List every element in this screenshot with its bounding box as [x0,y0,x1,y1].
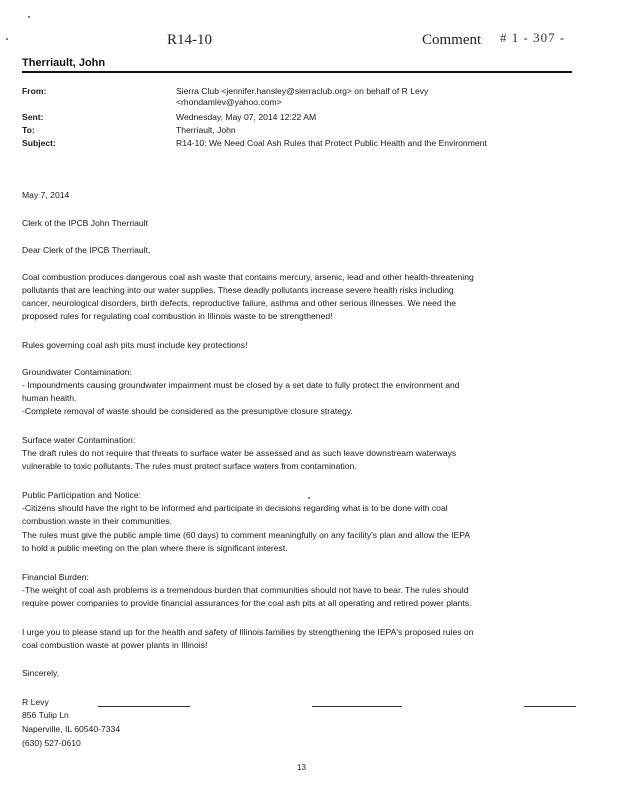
financial-line: -The weight of coal ash problems is a tremendous burden that communities should not have to bear. The rules should [22,585,469,595]
scan-speck [6,38,8,40]
closing-line: coal combustion waste at power plants in Illinois! [22,640,208,650]
scan-speck [28,16,30,18]
participation-line: to hold a public meeting on the plan where there is significant interest. [22,543,288,553]
signature-city: Naperville, IL 60540-7334 [22,724,121,734]
comment-label: Comment [422,32,482,48]
signature-phone: (630) 527-0610 [22,738,81,748]
scan-speck [308,497,310,499]
participation-line: combustion waste in their communities. [22,516,172,526]
participation-line: -Citizens should have the right to be informed and participate in decisions regarding what is to be done with coal [22,503,448,513]
comment-number: # 1 - 307 - [500,30,566,45]
groundwater-line: -Complete removal of waste should be considered as the presumptive closure strategy. [22,406,353,416]
docket-id: R14-10 [167,32,212,48]
signature-blank [98,706,190,707]
subject-label: Subject: [22,138,56,148]
intro-line: pollutants that are leaching into our water supplies. These deadly pollutants increase severe health risks including [22,285,454,295]
signature-blank [524,706,576,707]
surface-line: vulnerable to toxic pollutants. The rules must protect surface waters from contamination. [22,461,357,471]
recipient-name: Therriault, John [22,57,106,69]
financial-line: require power companies to provide financial assurances for the coal ash pits at all operating and retired power plants. [22,598,472,608]
from-label: From: [22,86,47,96]
letter-addressee: Clerk of the IPCB John Therriault [22,218,148,228]
signature-blank [312,706,402,707]
subject-value: R14-10: We Need Coal Ash Rules that Protect Public Health and the Environment [176,138,487,148]
from-value-line2: <rhondamlev@yahoo.com> [176,97,282,107]
participation-heading: Public Participation and Notice: [22,490,141,500]
participation-line: The rules must give the public ample time (60 days) to comment meaningfully on any facility's plan and allow the IEPA [22,530,471,540]
intro-line: proposed rules for regulating coal combustion in Illinois waste to be strengthened! [22,311,333,321]
sent-label: Sent: [22,112,44,122]
signature-name: R Levy [22,697,49,707]
signature-address: 856 Tulip Ln [22,710,69,720]
from-value-line1: Sierra Club <jennifer.hansley@sierraclub.org> on behalf of R Levy [176,86,429,96]
surface-line: The draft rules do not require that threats to surface water be assessed and as such leave downstream waterways [22,448,457,458]
groundwater-line: human health. [22,393,77,403]
groundwater-line: - Impoundments causing groundwater impairment must be closed by a set date to fully protect the environment and [22,380,460,390]
surface-heading: Surface water Contamination: [22,435,136,445]
closing-line: I urge you to please stand up for the health and safety of Illinois families by strengthening the IEPA's proposed rules on [22,627,474,637]
page-number: 13 [297,763,306,772]
to-value: Therriault, John [176,125,236,135]
groundwater-heading: Groundwater Contamination: [22,367,132,377]
intro-line: Coal combustion produces dangerous coal ash waste that contains mercury, arsenic, lead and other health-threatening [22,272,474,282]
financial-heading: Financial Burden: [22,572,89,582]
intro-line: cancer, neurological disorders, birth defects, reproductive failure, asthma and other serious illnesses. We need the [22,298,457,308]
letter-date: May 7, 2014 [22,190,70,200]
letter-salutation: Dear Clerk of the IPCB Therriault, [22,245,151,255]
header-rule [22,71,572,73]
to-label: To: [22,125,35,135]
sent-value: Wednesday, May 07, 2014 12:22 AM [176,112,317,122]
rules-intro: Rules governing coal ash pits must include key protections! [22,340,248,350]
signoff: Sincerely, [22,668,60,678]
